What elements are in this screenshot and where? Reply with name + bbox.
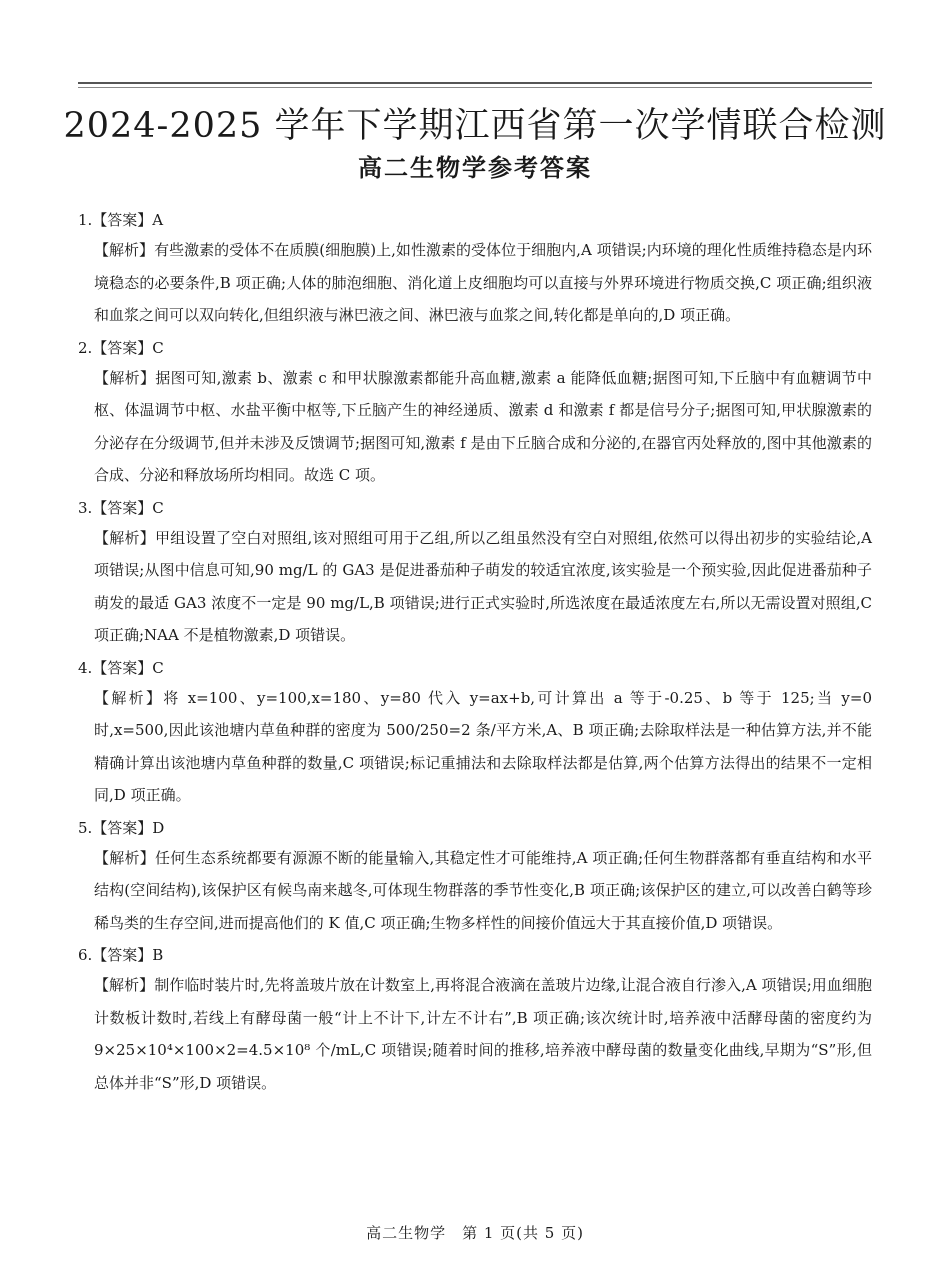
explanation-text: 【解析】任何生态系统都要有源源不断的能量输入,其稳定性才可能维持,A 项正确;任何生物群落都有垂直结构和水平结构(空间结构),该保护区有候鸟南来越冬,可体现生物群落的季节性变化,B 项正确;该保护区的建立,可以改善白鹤等珍稀鸟类的生存空间,进而提高他们的 K 值,C 项正确;生物多样性的间接价值远大于其直接价值,D 项错误。 xyxy=(94,848,872,932)
answer-content xyxy=(78,206,872,1099)
question-1 xyxy=(78,206,872,332)
question-3 xyxy=(78,494,872,652)
question-4 xyxy=(78,654,872,812)
question-2 xyxy=(78,334,872,492)
question-6 xyxy=(78,941,872,1099)
answer-line: 6.【答案】B xyxy=(78,946,164,964)
header-rule-thin xyxy=(78,87,872,88)
document-title: 2024-2025 学年下学期江西省第一次学情联合检测 xyxy=(63,106,887,146)
explanation-text: 【解析】据图可知,激素 b、激素 c 和甲状腺激素都能升高血糖,激素 a 能降低血糖;据图可知,下丘脑中有血糖调节中枢、体温调节中枢、水盐平衡中枢等,下丘脑产生的神经递质、激素 d 和激素 f 都是信号分子;据图可知,甲状腺激素的分泌存在分级调节,但并未涉及反馈调节;据图可知,激素 f 是由下丘脑合成和分泌的,在器官丙处释放的,图中其他激素的合成、分泌和释放场所均相同。故选 C 项。 xyxy=(94,368,872,484)
answer-line: 2.【答案】C xyxy=(78,338,164,357)
explanation-text: 【解析】将 x=100、y=100,x=180、y=80 代入 y=ax+b,可计算出 a 等于-0.25、b 等于 125;当 y=0 时,x=500,因此该池塘内草鱼种群的密度为 500/250=2 条/平方米,A、B 项正确;去除取样法是一种估算方法,并不能精确计算出该池塘内草鱼种群的数量,C 项错误;标记重捕法和去除取样法都是估算,两个估算方法得出的结果不一定相同,D 项正确。 xyxy=(94,688,872,804)
question-5 xyxy=(78,814,872,940)
answer-line: 3.【答案】C xyxy=(78,498,164,517)
answer-line: 5.【答案】D xyxy=(78,818,165,837)
answer-line: 1.【答案】A xyxy=(78,211,164,229)
explanation-text: 【解析】制作临时装片时,先将盖玻片放在计数室上,再将混合液滴在盖玻片边缘,让混合液自行渗入,A 项错误;用血细胞计数板计数时,若线上有酵母菌一般“计上不计下,计左不计右”,B 项正确;该次统计时,培养液中活酵母菌的密度约为 9×25×10⁴×100×2=4.5×10⁸ 个/mL,C 项错误;随着时间的推移,培养液中酵母菌的数量变化曲线,早期为“S”形,但总体并非“S”形,D 项错误。 xyxy=(94,976,872,1092)
header-rule xyxy=(78,82,872,84)
explanation-text: 【解析】有些激素的受体不在质膜(细胞膜)上,如性激素的受体位于细胞内,A 项错误;内环境的理化性质维持稳态是内环境稳态的必要条件,B 项正确;人体的肺泡细胞、消化道上皮细胞均可以直接与外界环境进行物质交换,C 项正确;组织液和血浆之间可以双向转化,但组织液与淋巴液之间、淋巴液与血浆之间,转化都是单向的,D 项正确。 xyxy=(94,241,872,324)
explanation-text: 【解析】甲组设置了空白对照组,该对照组可用于乙组,所以乙组虽然没有空白对照组,依然可以得出初步的实验结论,A 项错误;从图中信息可知,90 mg/L 的 GA3 是促进番茄种子萌发的较适宜浓度,该实验是一个预实验,因此促进番茄种子萌发的最适 GA3 浓度不一定是 90 mg/L,B 项错误;进行正式实验时,所选浓度在最适浓度左右,所以无需设置对照组,C 项正确;NAA 不是植物激素,D 项错误。 xyxy=(94,528,872,644)
answer-line: 4.【答案】C xyxy=(78,658,164,677)
page-footer: 高二生物学 第 1 页(共 5 页) xyxy=(366,1224,584,1242)
document-subtitle: 高二生物学参考答案 xyxy=(358,154,592,182)
